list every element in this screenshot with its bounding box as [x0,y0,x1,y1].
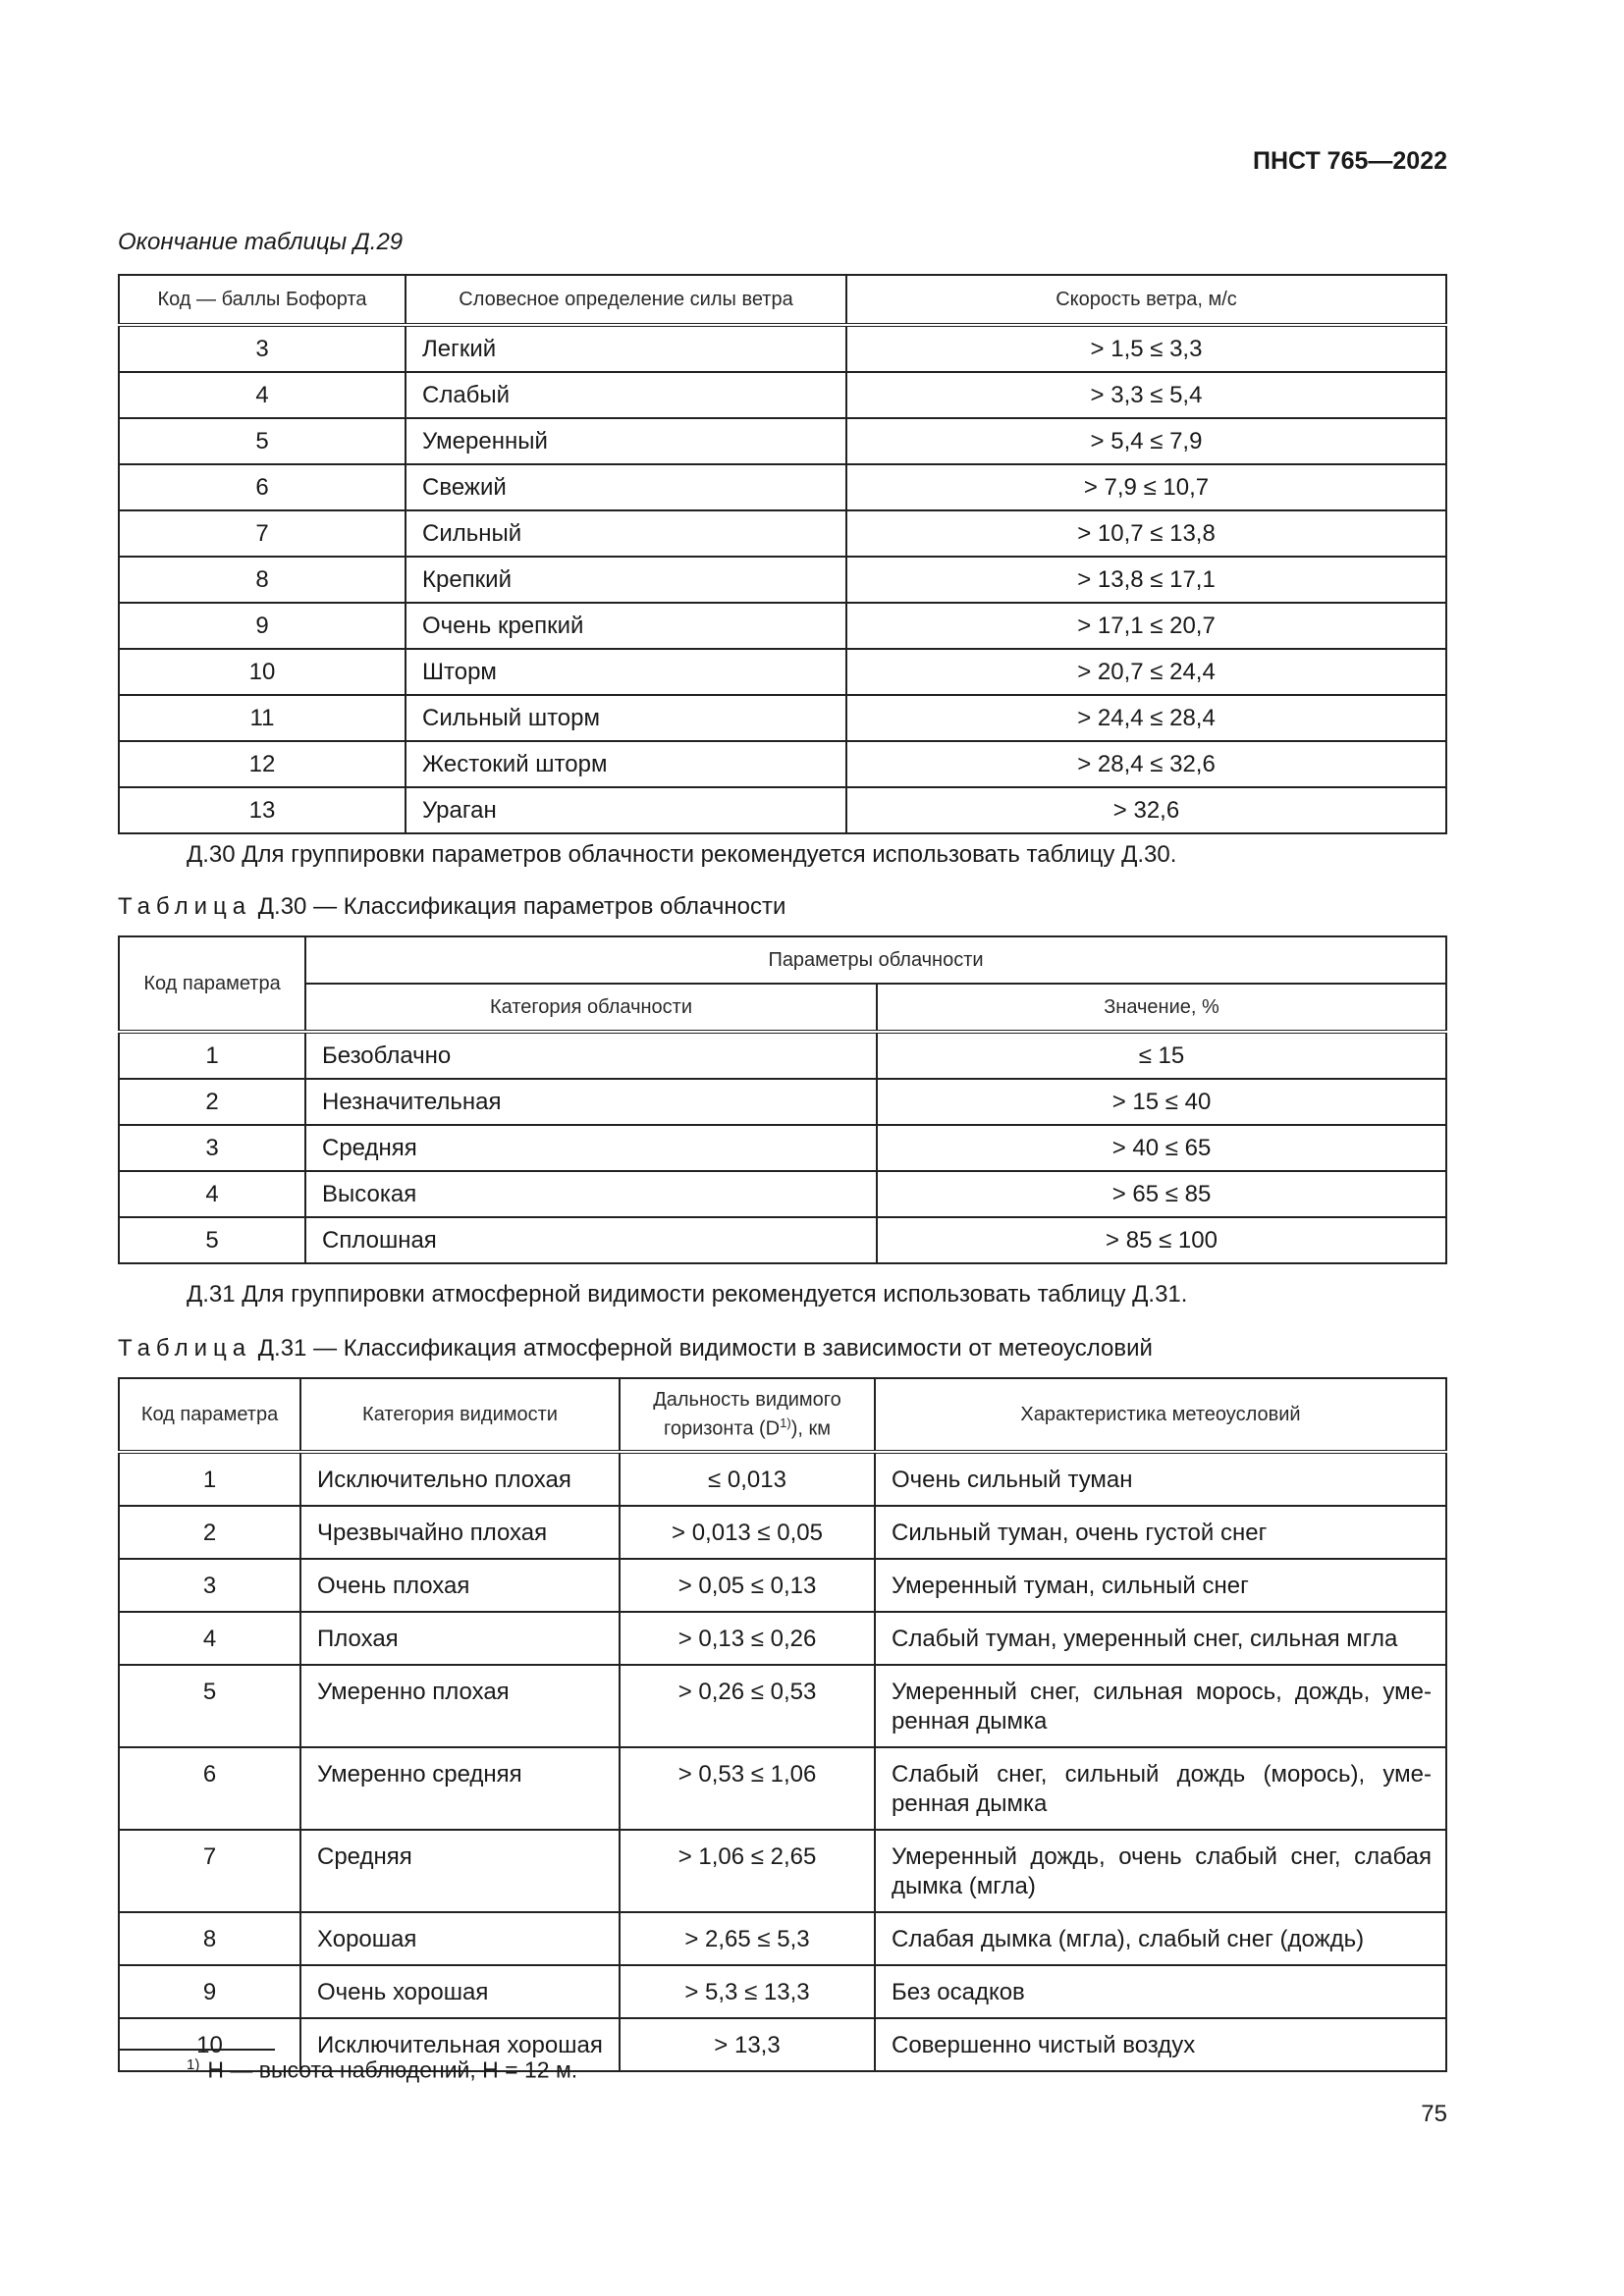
table-cell: > 1,06 ≤ 2,65 [620,1830,875,1912]
table-cell: ≤ 15 [877,1032,1446,1079]
table-cell: > 20,7 ≤ 24,4 [846,649,1446,695]
table-cell: Сильный [406,510,846,557]
table-cell: > 7,9 ≤ 10,7 [846,464,1446,510]
table-cell: 7 [119,510,406,557]
table-cell: Очень плохая [300,1559,620,1612]
table-cell: > 0,013 ≤ 0,05 [620,1506,875,1559]
table-cell: Умеренный снег, сильная морось, дождь, уме-ренная дымка [875,1665,1446,1747]
table-cell: > 0,26 ≤ 0,53 [620,1665,875,1747]
table-cell: Ураган [406,787,846,833]
table-cell: 2 [119,1079,305,1125]
table-cell: 7 [119,1830,300,1912]
table-row [119,787,1446,833]
table-row [119,1079,1446,1125]
table-cell: 8 [119,557,406,603]
table-cell: Чрезвычайно плохая [300,1506,620,1559]
table-31-header-conditions: Характеристика метеоусловий [875,1378,1446,1452]
table-cell: Без осадков [875,1965,1446,2018]
table-cell: Слабый туман, умеренный снег, сильная мгла [875,1612,1446,1665]
table-row [119,1032,1446,1079]
table-cell: Исключительно плохая [300,1452,620,1506]
table-row [119,464,1446,510]
table-cell: > 65 ≤ 85 [877,1171,1446,1217]
table-cell: 9 [119,1965,300,2018]
table-cell: Плохая [300,1612,620,1665]
table-cell: ≤ 0,013 [620,1452,875,1506]
table-row [119,418,1446,464]
table-30-header-group: Параметры облачности [305,936,1446,984]
table-cell: Жестокий шторм [406,741,846,787]
table-30-header-value: Значение, % [877,984,1446,1032]
table-row [119,1665,1446,1747]
table-cell: > 13,3 [620,2018,875,2071]
table-cell: > 13,8 ≤ 17,1 [846,557,1446,603]
document-id: ПНСТ 765—2022 [1253,147,1447,175]
table-cell: > 0,05 ≤ 0,13 [620,1559,875,1612]
table-cell: 3 [119,1559,300,1612]
table-cell: Сплошная [305,1217,877,1263]
table-cell: 9 [119,603,406,649]
table-cell: > 10,7 ≤ 13,8 [846,510,1446,557]
paragraph-d31: Д.31 Для группировки атмосферной видимости рекомендуется использовать таблицу Д.31. [187,1281,1188,1308]
table-cell: 3 [119,1125,305,1171]
footnote-separator [118,2049,275,2051]
table-cell: Слабая дымка (мгла), слабый снег (дождь) [875,1912,1446,1965]
paragraph-d30: Д.30 Для группировки параметров облачности рекомендуется использовать таблицу Д.30. [187,841,1177,868]
table-row [119,1171,1446,1217]
table-cell: 10 [119,649,406,695]
table-row [119,372,1446,418]
table-cell: 10 [119,2018,300,2071]
table-cell: Хорошая [300,1912,620,1965]
table-row [119,1125,1446,1171]
table-31-label: Таблица [118,1335,252,1362]
table-cell: Легкий [406,325,846,372]
table-cell: 11 [119,695,406,741]
table-31-caption [118,1335,1447,1362]
table-31-header-category: Категория видимости [300,1378,620,1452]
table-cell: Умеренно плохая [300,1665,620,1747]
page-number: 75 [1421,2101,1447,2127]
table-cell: Очень сильный туман [875,1452,1446,1506]
table-cell: > 28,4 ≤ 32,6 [846,741,1446,787]
table-cell: 5 [119,1217,305,1263]
table-cell: > 32,6 [846,787,1446,833]
table-cell: Исключительная хорошая [300,2018,620,2071]
table-row [119,649,1446,695]
table-cell: 4 [119,1171,305,1217]
table-cell: > 1,5 ≤ 3,3 [846,325,1446,372]
table-cell: 8 [119,1912,300,1965]
table-30-label: Таблица [118,893,252,920]
table-29-header-speed: Скорость ветра, м/с [846,275,1446,325]
table-cell: Умеренно средняя [300,1747,620,1830]
table-29 [118,274,1447,834]
range-header-footnote-mark: 1) [780,1415,791,1431]
table-30-header-category: Категория облачности [305,984,877,1032]
table-cell: > 40 ≤ 65 [877,1125,1446,1171]
table-30-section [118,935,1447,1264]
range-header-line2-post: ), км [790,1417,831,1440]
table-row [119,1965,1446,2018]
table-row [119,1612,1446,1665]
table-cell: > 5,3 ≤ 13,3 [620,1965,875,2018]
footnote-mark: 1) [187,2056,200,2073]
table-row [119,695,1446,741]
table-cell: Очень хорошая [300,1965,620,2018]
table-30-caption [118,893,1447,921]
table-cell: > 2,65 ≤ 5,3 [620,1912,875,1965]
table-cell: > 5,4 ≤ 7,9 [846,418,1446,464]
table-cell: 1 [119,1452,300,1506]
table-row [119,1559,1446,1612]
table-cell: > 15 ≤ 40 [877,1079,1446,1125]
table-29-header-code: Код — баллы Бофорта [119,275,406,325]
table-cell: Умеренный дождь, очень слабый снег, слабая дымка (мгла) [875,1830,1446,1912]
table-cell: Умеренный туман, сильный снег [875,1559,1446,1612]
table-29-caption: Окончание таблицы Д.29 [118,229,404,255]
table-cell: 5 [119,418,406,464]
table-cell: 6 [119,464,406,510]
table-30 [118,935,1447,1264]
table-cell: Шторм [406,649,846,695]
range-header-line2-pre: горизонта (D [664,1417,781,1440]
range-header-line1: Дальность видимого [653,1389,841,1412]
table-row [119,603,1446,649]
table-cell: Средняя [300,1830,620,1912]
table-cell: 4 [119,1612,300,1665]
table-row [119,1217,1446,1263]
table-cell: 5 [119,1665,300,1747]
table-cell: Сильный шторм [406,695,846,741]
table-row [119,325,1446,372]
table-cell: 1 [119,1032,305,1079]
table-cell: Средняя [305,1125,877,1171]
table-31-header-code: Код параметра [119,1378,300,1452]
table-row [119,1452,1446,1506]
table-cell: Умеренный [406,418,846,464]
table-cell: Совершенно чистый воздух [875,2018,1446,2071]
table-cell: 6 [119,1747,300,1830]
table-cell: Свежий [406,464,846,510]
table-cell: > 0,53 ≤ 1,06 [620,1747,875,1830]
table-row [119,1830,1446,1912]
table-row [119,1747,1446,1830]
table-row [119,1506,1446,1559]
table-cell: > 85 ≤ 100 [877,1217,1446,1263]
table-cell: > 17,1 ≤ 20,7 [846,603,1446,649]
table-31-section [118,1377,1447,2072]
table-30-header-code: Код параметра [119,936,305,1032]
table-30-title: Д.30 — Классификация параметров облачности [251,893,786,920]
footnote-text: H — высота наблюдений, H = 12 м. [207,2056,578,2083]
table-cell: 3 [119,325,406,372]
table-row [119,510,1446,557]
table-29-section [118,229,1447,834]
table-31 [118,1377,1447,2072]
table-31-header-range [620,1378,875,1452]
table-cell: Слабый [406,372,846,418]
table-cell: 13 [119,787,406,833]
table-cell: > 3,3 ≤ 5,4 [846,372,1446,418]
table-cell: Слабый снег, сильный дождь (морось), уме-ренная дымка [875,1747,1446,1830]
table-cell: > 24,4 ≤ 28,4 [846,695,1446,741]
table-cell: 4 [119,372,406,418]
table-29-header-definition: Словесное определение силы ветра [406,275,846,325]
table-cell: Очень крепкий [406,603,846,649]
footnote [187,2056,577,2084]
table-cell: Сильный туман, очень густой снег [875,1506,1446,1559]
table-cell: 12 [119,741,406,787]
table-31-title: Д.31 — Классификация атмосферной видимости в зависимости от метеоусловий [251,1335,1153,1362]
table-cell: > 0,13 ≤ 0,26 [620,1612,875,1665]
table-cell: Крепкий [406,557,846,603]
table-row [119,557,1446,603]
table-cell: Незначительная [305,1079,877,1125]
table-cell: Высокая [305,1171,877,1217]
table-cell: Безоблачно [305,1032,877,1079]
table-row [119,741,1446,787]
table-row [119,1912,1446,1965]
table-cell: 2 [119,1506,300,1559]
